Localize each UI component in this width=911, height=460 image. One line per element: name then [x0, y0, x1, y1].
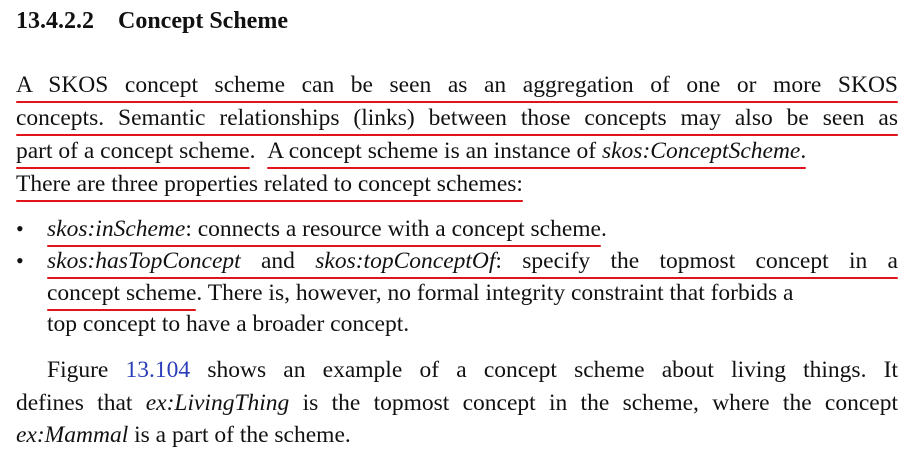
annotated-text: There are three properties related to concept schemes:	[16, 171, 523, 197]
para1-line-1	[16, 70, 898, 100]
para2-line-2: defines that ex:LivingThing is the topmost concept in the scheme, where the concept	[16, 390, 898, 416]
para2-line-3: ex:Mammal is a part of the scheme.	[16, 422, 351, 448]
annotated-text: A SKOS concept scheme can be seen as an aggregation of one or more SKOS	[16, 72, 898, 98]
annotated-text: concepts. Semantic relationships (links) between those concepts may also be seen as	[16, 105, 898, 131]
annotated-text: part of a concept scheme	[16, 138, 250, 164]
figure-link[interactable]: 13.104	[125, 357, 191, 383]
section-number: 13.4.2.2	[16, 8, 94, 34]
bullet-2-line-3: top concept to have a broader concept.	[47, 311, 410, 337]
bullet-1: skos:inScheme: connects a resource with a concept scheme.	[47, 216, 607, 242]
annotated-text: concept scheme	[47, 280, 197, 306]
bullet-2-line-2: concept scheme. There is, however, no formal integrity constraint that forbids a	[47, 280, 794, 306]
annotated-text: skos:inScheme: connects a resource with a concept scheme	[47, 216, 601, 242]
para2-line-1: Figure 13.104 shows an example of a concept scheme about living things. It	[47, 357, 898, 383]
bullet-mark: •	[16, 248, 24, 273]
para1-line-4	[16, 169, 523, 199]
annotated-text: skos:hasTopConcept and skos:topConceptOf: specify the topmost concept in a	[47, 248, 898, 274]
bullet-mark: •	[16, 216, 24, 241]
para1-line-2	[16, 103, 898, 133]
section-title: Concept Scheme	[118, 8, 288, 34]
annotated-text: A concept scheme is an instance of skos:ConceptScheme.	[267, 138, 807, 164]
bullet-2-line-1	[47, 246, 898, 276]
section-heading	[16, 6, 288, 36]
para1-line-3: part of a concept scheme. A concept scheme is an instance of skos:ConceptScheme.	[16, 138, 807, 164]
